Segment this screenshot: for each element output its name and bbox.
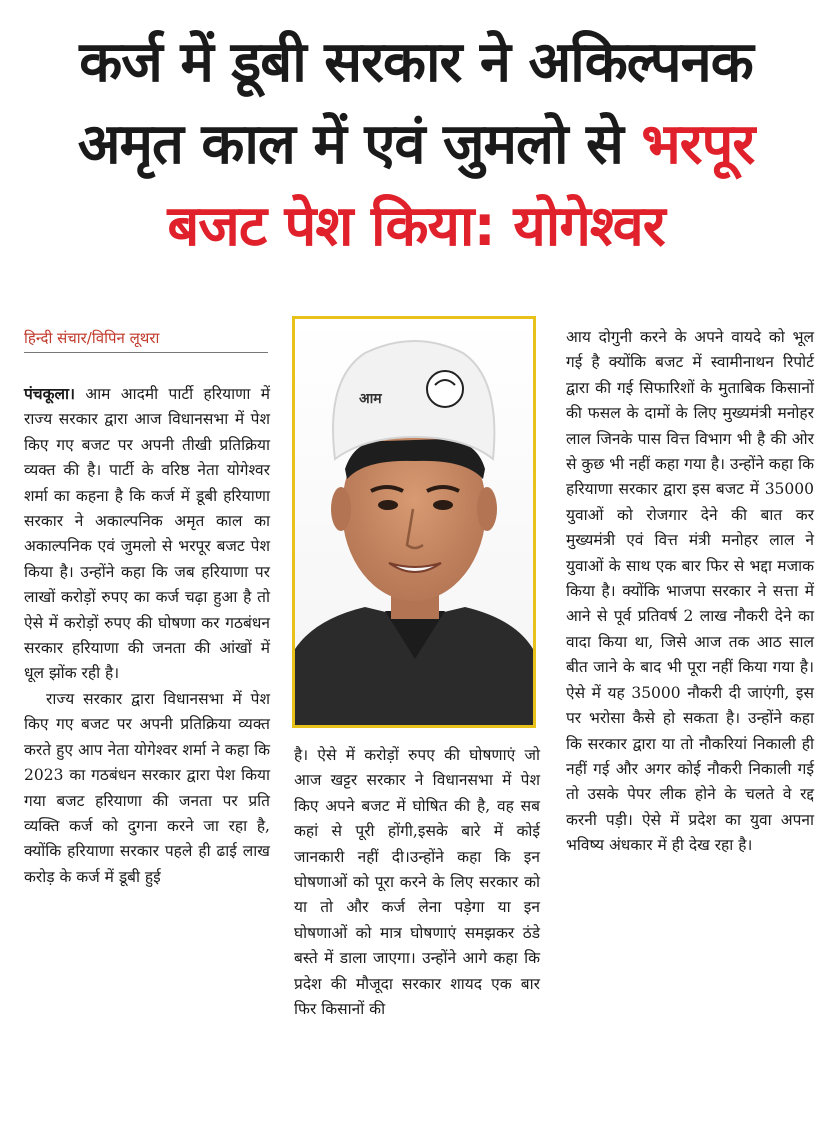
paragraph: है। ऐसे में करोड़ों रुपए की घोषणाएं जो आज खट्टर सरकार ने विधानसभा में पेश किए अपने बजट में घोषित की है, वह सब कहां से पूरी होंगी,इसके बारे में कोई जानकारी नहीं दी।उन्होंने कहा कि इन घोषणाओं को पूरा करने के लिए सरकार को या तो और कर्ज लेना पड़ेगा या इन घोषणाओं को मात्र घोषणाएं समझकर ठंडे बस्ते में डाला जाएगा। उन्होंने आगे कहा कि प्रदेश की मौजूदा सरकार शायद एक बार फिर किसानों की (294, 746, 540, 1019)
headline-line-2 (0, 104, 832, 186)
article-column-2 (294, 743, 540, 1022)
article-column-3 (566, 325, 814, 859)
headline (0, 22, 832, 268)
paragraph-text: आम आदमी पार्टी हरियाणा में राज्य सरकार द्वारा आज विधानसभा में पेश किए गए बजट पर अपनी तीखी प्रतिक्रिया व्यक्त की है। पार्टी के वरिष्ठ नेता योगेश्वर शर्मा का कहना है कि कर्ज में डूबी हरियाणा सरकार ने अकाल्पनिक अमृत काल का अकाल्पनिक एवं जुमलो से भरपूर बजट पेश किया है। उन्होंने कहा कि जब हरियाणा पर लाखों करोड़ों रुपए का कर्ज चढ़ा हुआ है तो ऐसे में करोड़ों रुपए की घोषणा कर गठबंधन सरकार हरियाणा की जनता की आंखों में धूल झोंक रही है। (24, 385, 270, 683)
paragraph: आय दोगुनी करने के अपने वायदे को भूल गई है क्योंकि बजट में स्वामीनाथन रिपोर्ट द्वारा की गई सिफारिशों के मुताबिक किसानों की फसल के दामों के लिए मुख्यमंत्री मनोहर लाल जिनके पास वित्त विभाग भी है की ओर से कुछ भी नहीं कहा गया है। उन्होंने कहा कि हरियाणा सरकार द्वारा इस बजट में 35000 युवाओं को रोजगार देने की बात कर मुख्यमंत्री एवं वित्त मंत्री मनोहर लाल ने युवाओं के साथ एक बार फिर से भद्दा मजाक किया है। क्योंकि भाजपा सरकार ने सत्ता में आने से पूर्व प्रतिवर्ष 2 लाख नौकरी देने का वादा किया था, जिसे आज तक आठ साल बीत जाने के बाद भी पूरा नहीं किया गया है। ऐसे में यह 35000 नौकरी दी जाएंगी, इस पर भरोसा कैसे हो सकता है। उन्होंने कहा कि सरकार द्वारा या तो नौकरियां निकाली ही नहीं गई और अगर कोई नौकरी निकाली गई तो उसके पेपर लीक होने के चलते वे रद्द करनी पड़ी। ऐसे में प्रदेश का युवा अपना भविष्य अंधकार में ही देख रहा है। (566, 328, 814, 855)
headline-line-2-red: भरपूर (641, 112, 755, 177)
portrait-photo (292, 316, 536, 728)
portrait-illustration (295, 319, 533, 725)
cap-text: आम (359, 391, 382, 407)
headline-line-1: कर्ज में डूबी सरकार ने अकिल्पनक (79, 30, 753, 95)
paragraph (24, 381, 270, 687)
article-column-1 (24, 381, 270, 890)
headline-line-3: बजट पेश किया: योगेश्वर (167, 194, 665, 259)
headline-line-2-black: अमृत काल में एवं जुमलो से (77, 112, 642, 177)
byline: हिन्दी संचार/विपिन लूथरा (24, 328, 268, 353)
cap-logo (427, 371, 463, 407)
dateline: पंचकूला। (24, 384, 75, 403)
paragraph: राज्य सरकार द्वारा विधानसभा में पेश किए गए बजट पर अपनी प्रतिक्रिया व्यक्त करते हुए आप नेता योगेश्वर शर्मा ने कहा कि 2023 का गठबंधन सरकार द्वारा पेश किया गया बजट हरियाणा की जनता पर प्रति व्यक्ति कर्ज को दुगना करने जा रहा है, क्योंकि हरियाणा सरकार पहले ही ढाई लाख करोड़ के कर्ज में डूबी हुई (24, 689, 270, 886)
